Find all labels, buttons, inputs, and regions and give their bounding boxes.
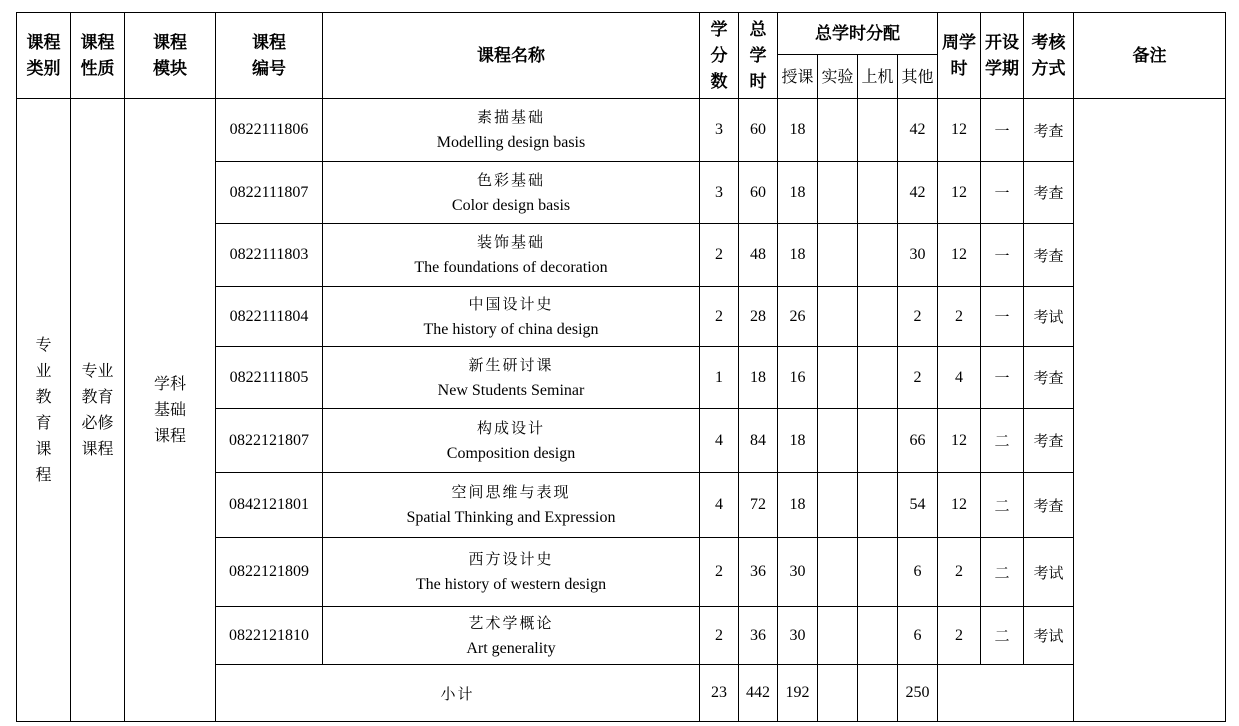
header-semester: 开设学期 <box>981 13 1024 99</box>
course-weekly-hours-cell: 12 <box>938 409 981 473</box>
course-computer-hours-cell <box>858 99 898 162</box>
course-name-english: Art generality <box>466 639 556 657</box>
curriculum-table <box>16 12 1226 722</box>
header-nature: 课程性质 <box>71 13 125 99</box>
course-credits-cell: 1 <box>700 347 739 409</box>
header-weekly-hours: 周学时 <box>938 13 981 99</box>
course-lecture-hours-cell: 30 <box>778 607 818 665</box>
course-credits-cell: 2 <box>700 224 739 287</box>
course-total-hours-cell: 60 <box>739 99 778 162</box>
subtotal-total-hours: 442 <box>739 665 778 722</box>
course-table-body <box>17 99 1226 722</box>
course-name-chinese: 新生研讨课 <box>468 355 554 374</box>
course-experiment-hours-cell <box>818 607 858 665</box>
course-semester-cell: 二 <box>981 409 1024 473</box>
course-name-cell <box>323 162 700 224</box>
header-module: 课程模块 <box>125 13 216 99</box>
course-credits-cell: 3 <box>700 162 739 224</box>
course-name-cell <box>323 473 700 538</box>
header-code: 课程编号 <box>216 13 323 99</box>
header-assessment: 考核方式 <box>1024 13 1074 99</box>
course-name-english: The foundations of decoration <box>414 259 608 276</box>
course-semester-cell: 一 <box>981 287 1024 347</box>
course-code-cell: 0822111807 <box>216 162 323 224</box>
course-other-hours-cell: 2 <box>898 287 938 347</box>
course-total-hours-cell: 48 <box>739 224 778 287</box>
course-semester-cell: 一 <box>981 99 1024 162</box>
course-experiment-hours-cell <box>818 99 858 162</box>
course-name-cell <box>323 224 700 287</box>
course-semester-cell: 一 <box>981 347 1024 409</box>
course-lecture-hours-cell: 18 <box>778 99 818 162</box>
remarks-cell <box>1074 99 1226 722</box>
course-code-cell: 0822111806 <box>216 99 323 162</box>
course-name-chinese: 色彩基础 <box>476 170 545 189</box>
subtotal-label: 小计 <box>216 665 700 722</box>
header-remarks: 备注 <box>1074 13 1226 99</box>
course-computer-hours-cell <box>858 538 898 607</box>
course-code-cell: 0822111804 <box>216 287 323 347</box>
course-semester-cell: 一 <box>981 162 1024 224</box>
header-category: 课程类别 <box>17 13 71 99</box>
course-experiment-hours-cell <box>818 538 858 607</box>
course-name-english: New Students Seminar <box>437 381 585 399</box>
course-weekly-hours-cell: 12 <box>938 99 981 162</box>
course-computer-hours-cell <box>858 473 898 538</box>
course-name-chinese: 艺术学概论 <box>468 613 554 632</box>
course-total-hours-cell: 72 <box>739 473 778 538</box>
course-module-text: 学科基础课程 <box>154 374 187 445</box>
course-assessment-cell: 考试 <box>1024 287 1074 347</box>
course-category-cell <box>17 99 71 722</box>
course-name-chinese: 空间思维与表现 <box>451 483 571 501</box>
course-assessment-cell: 考试 <box>1024 607 1074 665</box>
course-credits-cell: 4 <box>700 473 739 538</box>
course-name-english: The history of china design <box>423 320 599 338</box>
course-computer-hours-cell <box>858 224 898 287</box>
course-weekly-hours-cell: 4 <box>938 347 981 409</box>
subtotal-lecture-hours: 192 <box>778 665 818 722</box>
course-name-cell <box>323 409 700 473</box>
course-total-hours-cell: 84 <box>739 409 778 473</box>
course-other-hours-cell: 30 <box>898 224 938 287</box>
course-name-cell <box>323 99 700 162</box>
subtotal-empty-cell <box>938 665 1074 722</box>
course-credits-cell: 2 <box>700 287 739 347</box>
course-semester-cell: 二 <box>981 473 1024 538</box>
course-credits-cell: 4 <box>700 409 739 473</box>
course-computer-hours-cell <box>858 607 898 665</box>
course-weekly-hours-cell: 2 <box>938 538 981 607</box>
course-code-cell: 0842121801 <box>216 473 323 538</box>
course-total-hours-cell: 18 <box>739 347 778 409</box>
course-semester-cell: 二 <box>981 607 1024 665</box>
course-name-english: Spatial Thinking and Expression <box>406 509 616 526</box>
course-assessment-cell: 考查 <box>1024 162 1074 224</box>
course-name-cell <box>323 287 700 347</box>
course-lecture-hours-cell: 30 <box>778 538 818 607</box>
course-code-cell: 0822121810 <box>216 607 323 665</box>
course-experiment-hours-cell <box>818 287 858 347</box>
course-name-chinese: 中国设计史 <box>468 294 554 313</box>
header-credits: 学分数 <box>700 13 739 99</box>
course-other-hours-cell: 2 <box>898 347 938 409</box>
subtotal-credits: 23 <box>700 665 739 722</box>
course-experiment-hours-cell <box>818 162 858 224</box>
course-name-english: Color design basis <box>451 196 571 214</box>
course-assessment-cell: 考查 <box>1024 99 1074 162</box>
course-name-chinese: 装饰基础 <box>476 233 545 251</box>
header-lecture: 授课 <box>778 55 818 99</box>
course-assessment-cell: 考查 <box>1024 224 1074 287</box>
course-nature-cell <box>71 99 125 722</box>
course-code-cell: 0822121807 <box>216 409 323 473</box>
course-other-hours-cell: 42 <box>898 99 938 162</box>
course-assessment-cell: 考试 <box>1024 538 1074 607</box>
course-other-hours-cell: 54 <box>898 473 938 538</box>
course-other-hours-cell: 6 <box>898 538 938 607</box>
course-other-hours-cell: 6 <box>898 607 938 665</box>
course-other-hours-cell: 66 <box>898 409 938 473</box>
course-credits-cell: 3 <box>700 99 739 162</box>
header-experiment: 实验 <box>818 55 858 99</box>
course-name-cell <box>323 538 700 607</box>
course-total-hours-cell: 36 <box>739 607 778 665</box>
course-name-english: Modelling design basis <box>436 134 586 151</box>
course-semester-cell: 一 <box>981 224 1024 287</box>
header-hours-distribution: 总学时分配 <box>778 13 938 55</box>
course-semester-cell: 二 <box>981 538 1024 607</box>
course-weekly-hours-cell: 12 <box>938 162 981 224</box>
course-total-hours-cell: 36 <box>739 538 778 607</box>
course-computer-hours-cell <box>858 409 898 473</box>
course-code-cell: 0822111803 <box>216 224 323 287</box>
course-name-english: Composition design <box>446 444 576 462</box>
course-lecture-hours-cell: 18 <box>778 224 818 287</box>
course-category-text: 专业教育课程 <box>35 335 52 484</box>
subtotal-experiment-hours <box>818 665 858 722</box>
course-assessment-cell: 考查 <box>1024 347 1074 409</box>
header-other: 其他 <box>898 55 938 99</box>
course-name-cell <box>323 347 700 409</box>
course-name-english: The history of western design <box>415 576 607 593</box>
course-code-cell: 0822111805 <box>216 347 323 409</box>
course-experiment-hours-cell <box>818 409 858 473</box>
course-computer-hours-cell <box>858 287 898 347</box>
course-lecture-hours-cell: 18 <box>778 409 818 473</box>
course-other-hours-cell: 42 <box>898 162 938 224</box>
course-total-hours-cell: 60 <box>739 162 778 224</box>
course-lecture-hours-cell: 18 <box>778 162 818 224</box>
course-module-cell <box>125 99 216 722</box>
course-lecture-hours-cell: 16 <box>778 347 818 409</box>
course-name-chinese: 构成设计 <box>476 418 545 437</box>
course-weekly-hours-cell: 2 <box>938 287 981 347</box>
course-code-cell: 0822121809 <box>216 538 323 607</box>
course-computer-hours-cell <box>858 162 898 224</box>
header-computer: 上机 <box>858 55 898 99</box>
course-weekly-hours-cell: 2 <box>938 607 981 665</box>
course-total-hours-cell: 28 <box>739 287 778 347</box>
course-experiment-hours-cell <box>818 473 858 538</box>
header-name: 课程名称 <box>323 13 700 99</box>
course-nature-text: 专业教育必修课程 <box>81 361 114 458</box>
course-assessment-cell: 考查 <box>1024 409 1074 473</box>
course-credits-cell: 2 <box>700 607 739 665</box>
course-lecture-hours-cell: 26 <box>778 287 818 347</box>
course-credits-cell: 2 <box>700 538 739 607</box>
course-assessment-cell: 考查 <box>1024 473 1074 538</box>
subtotal-other-hours: 250 <box>898 665 938 722</box>
course-name-chinese: 西方设计史 <box>468 550 554 568</box>
header-total-hours: 总学时 <box>739 13 778 99</box>
table-row <box>17 99 1226 162</box>
course-name-chinese: 素描基础 <box>476 108 545 126</box>
course-computer-hours-cell <box>858 347 898 409</box>
course-experiment-hours-cell <box>818 224 858 287</box>
course-weekly-hours-cell: 12 <box>938 473 981 538</box>
course-weekly-hours-cell: 12 <box>938 224 981 287</box>
course-lecture-hours-cell: 18 <box>778 473 818 538</box>
course-experiment-hours-cell <box>818 347 858 409</box>
subtotal-computer-hours <box>858 665 898 722</box>
course-name-cell <box>323 607 700 665</box>
